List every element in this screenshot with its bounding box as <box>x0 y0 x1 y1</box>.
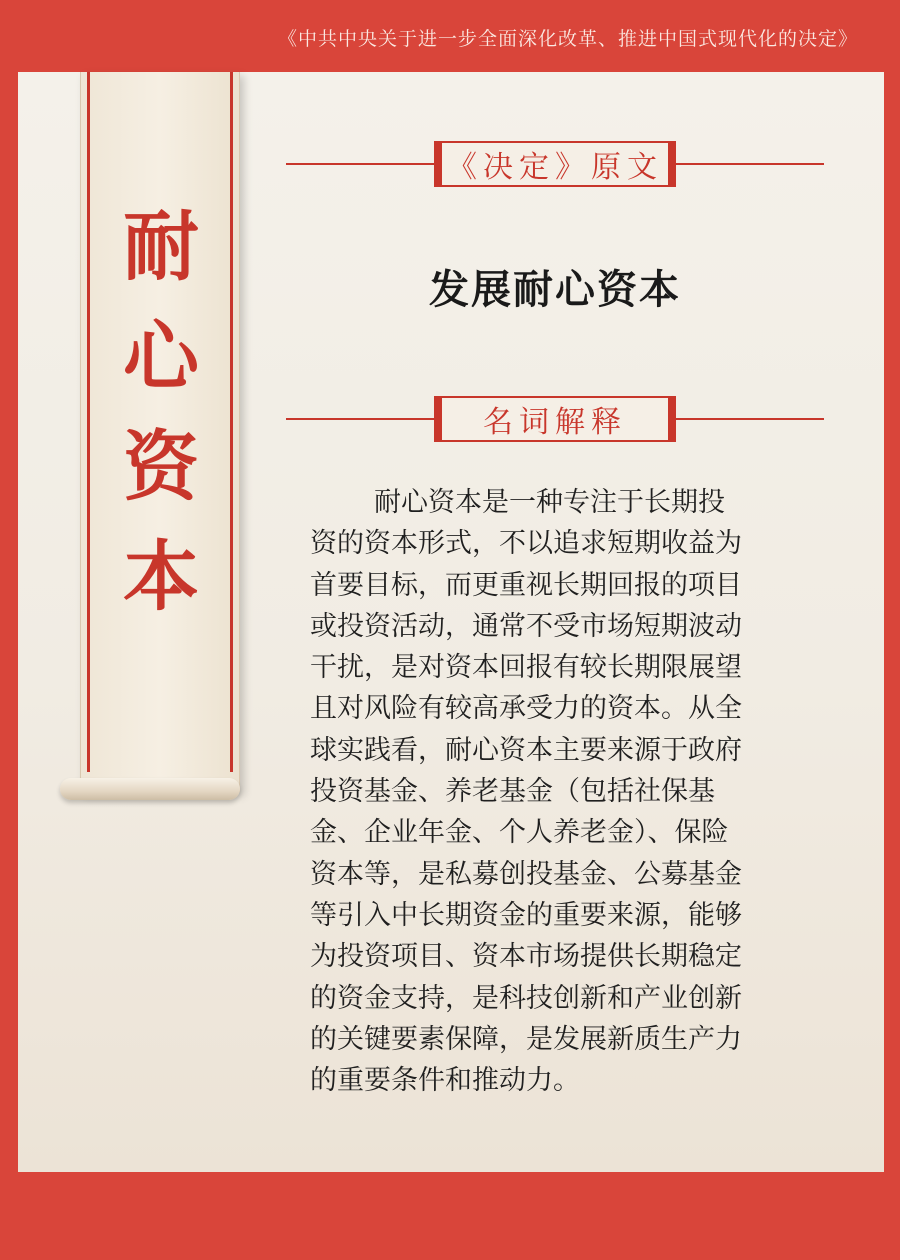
explanation-line: 耐心资本是一种专注于长期投 <box>374 487 725 518</box>
heading-box <box>434 141 676 187</box>
explanation-line: 或投资活动，通常不受市场短期波动 <box>310 610 742 642</box>
scroll-title-char: 心 <box>123 312 199 401</box>
explanation-line: 资的资本形式，不以追求短期收益为 <box>310 528 742 560</box>
explanation-line: 干扰，是对资本回报有较长期限展望 <box>310 652 742 684</box>
section-original-label: 《决定》原文 <box>447 150 663 185</box>
explanation-line: 的重要条件和推动力。 <box>310 1065 580 1097</box>
scroll-title-char: 资 <box>123 422 199 511</box>
explanation-line: 的关键要素保障，是发展新质生产力 <box>310 1023 742 1055</box>
title-scroll <box>80 72 240 792</box>
scroll-title-char: 耐 <box>123 202 199 291</box>
heading-rule-left <box>286 163 436 165</box>
explanation-line: 且对风险有较高承受力的资本。从全 <box>310 693 742 725</box>
explanation-line: 资本等，是私募创投基金、公募基金 <box>310 858 742 890</box>
headline: 发展耐心资本 <box>429 267 681 313</box>
explanation-line: 等引入中长期资金的重要来源，能够 <box>310 899 742 931</box>
section-explain-label: 名词解释 <box>483 405 627 440</box>
explanation-line: 的资金支持，是科技创新和产业创新 <box>310 982 742 1014</box>
scroll-title-char: 本 <box>123 532 199 621</box>
heading-rule-left <box>286 418 436 420</box>
explanation-line: 投资基金、养老基金（包括社保基 <box>310 776 715 808</box>
explanation-text <box>310 482 810 1101</box>
scroll-title <box>81 192 241 632</box>
scroll-roll <box>60 778 240 800</box>
explanation-line: 金、企业年金、个人养老金）、保险 <box>310 817 729 849</box>
header-bar <box>0 0 900 72</box>
explanation-line: 为投资项目、资本市场提供长期稳定 <box>310 941 742 973</box>
heading-box <box>434 396 676 442</box>
heading-rule-right <box>674 163 824 165</box>
heading-rule-right <box>674 418 824 420</box>
section-explain-heading <box>286 396 824 442</box>
section-original-heading <box>286 141 824 187</box>
explanation-line: 首要目标，而更重视长期回报的项目 <box>310 569 742 601</box>
document-title: 《中共中央关于进一步全面深化改革、推进中国式现代化的决定》 <box>277 28 858 50</box>
explanation-line: 球实践看，耐心资本主要来源于政府 <box>310 734 742 766</box>
